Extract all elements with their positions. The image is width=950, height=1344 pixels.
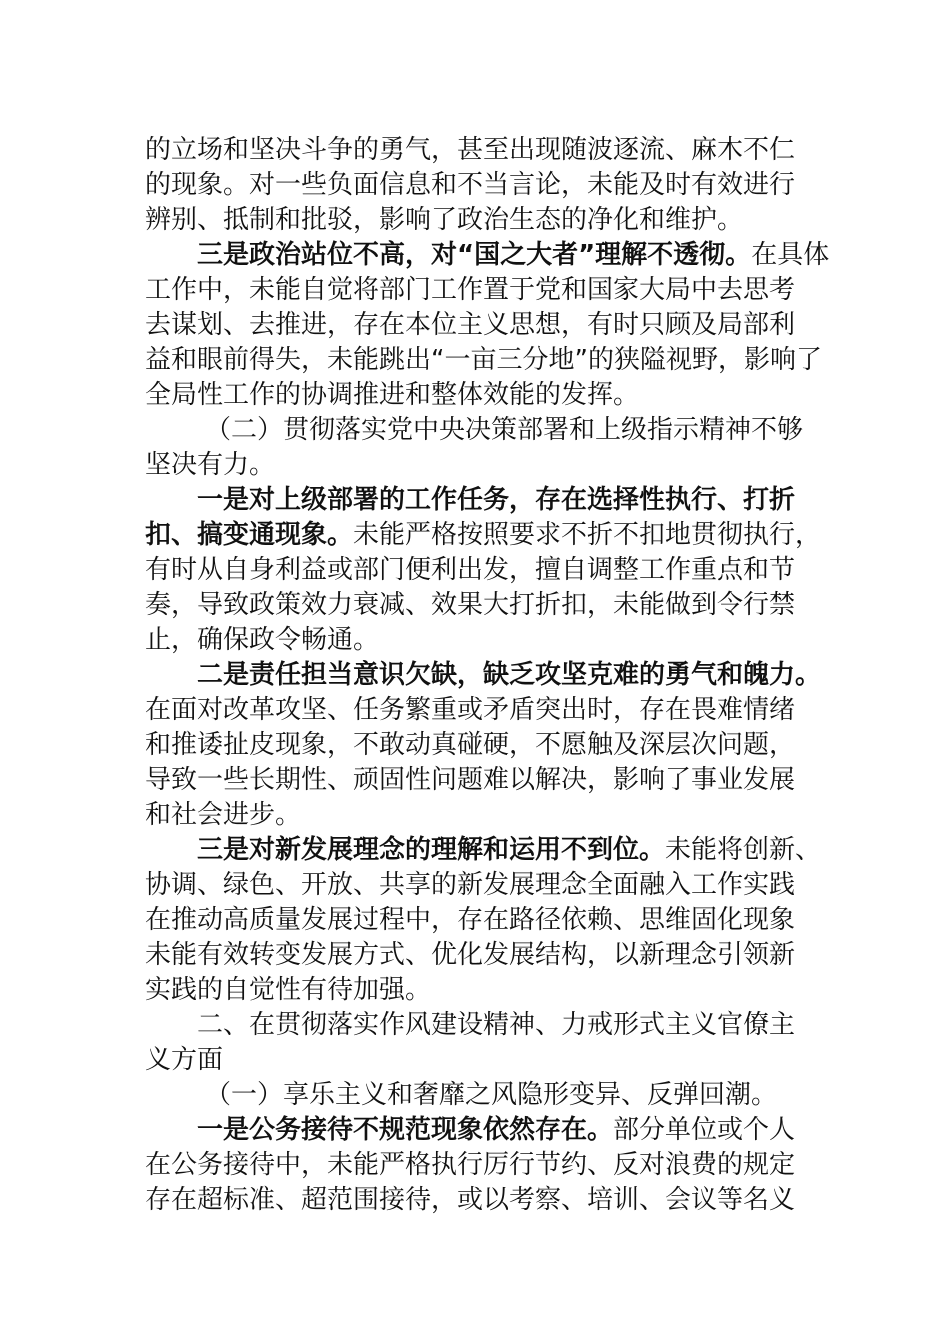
bold-heading: 一是公务接待不规范现象依然存在。 <box>197 1115 614 1145</box>
bold-heading: 二是责任担当意识欠缺，缺乏攻坚克难的勇气和魄力。 <box>197 660 822 690</box>
line-text: 在具体 <box>751 240 830 270</box>
line-text: 导致一些长期性、顽固性问题难以解决，影响了事业发展 <box>145 765 796 795</box>
line-text: （一）享乐主义和奢靡之风隐形变异、反弹回潮。 <box>205 1080 778 1110</box>
text-line <box>145 200 815 240</box>
text-line <box>197 655 867 695</box>
line-text: 辨别、抵制和批驳，影响了政治生态的净化和维护。 <box>145 205 744 235</box>
bold-heading: 一是对上级部署的工作任务，存在选择性执行、打折 <box>197 485 796 515</box>
text-line <box>145 1145 815 1185</box>
line-text: 奏，导致政策效力衰减、效果大打折扣，未能做到令行禁 <box>145 590 796 620</box>
line-text: （二）贯彻落实党中央决策部署和上级指示精神不够 <box>205 415 804 445</box>
text-line <box>145 165 815 205</box>
text-line <box>145 375 815 415</box>
line-text: 和推诿扯皮现象，不敢动真碰硬，不愿触及深层次问题， <box>145 730 796 760</box>
text-line <box>145 970 815 1010</box>
line-text: 实践的自觉性有待加强。 <box>145 975 432 1005</box>
line-text: 工作中，未能自觉将部门工作置于党和国家大局中去思考 <box>145 275 796 305</box>
line-text: 在公务接待中，未能严格执行厉行节约、反对浪费的规定 <box>145 1150 796 1180</box>
text-line <box>145 130 815 170</box>
line-text: 在推动高质量发展过程中，存在路径依赖、思维固化现象 <box>145 905 796 935</box>
text-line <box>145 340 822 380</box>
line-text: 全局性工作的协调推进和整体效能的发挥。 <box>145 380 640 410</box>
line-text: 止，确保政令畅通。 <box>145 625 380 655</box>
text-line <box>197 1110 867 1150</box>
text-line <box>197 1005 867 1045</box>
line-text: 坚决有力。 <box>145 450 276 480</box>
text-line <box>145 795 815 835</box>
line-text: 的立场和坚决斗争的勇气，甚至出现随波逐流、麻木不仁 <box>145 135 796 165</box>
line-text: 部分单位或个人 <box>613 1115 796 1145</box>
bold-heading: 三是对新发展理念的理解和运用不到位。 <box>197 835 666 865</box>
text-line <box>145 515 822 555</box>
text-line <box>145 900 815 940</box>
line-text: 义方面 <box>145 1045 224 1075</box>
text-line <box>197 830 867 870</box>
line-text: 未能有效转变发展方式、优化发展结构，以新理念引领新 <box>145 940 796 970</box>
text-line <box>205 410 875 450</box>
line-text: 有时从自身利益或部门便利出发，擅自调整工作重点和节 <box>145 555 796 585</box>
bold-heading: 三是政治站位不高，对“国之大者”理解不透彻。 <box>197 240 752 270</box>
line-text: 的现象。对一些负面信息和不当言论，未能及时有效进行 <box>145 170 796 200</box>
line-text: 存在超标准、超范围接待，或以考察、培训、会议等名义 <box>145 1185 796 1215</box>
line-text: 益和眼前得失，未能跳出“一亩三分地”的狭隘视野，影响了 <box>145 345 822 375</box>
line-text: 和社会进步。 <box>145 800 302 830</box>
text-line <box>145 1040 815 1080</box>
text-line <box>145 620 815 660</box>
text-line <box>145 270 815 310</box>
text-line <box>197 480 867 520</box>
text-line <box>205 1075 875 1115</box>
text-line <box>145 865 815 905</box>
line-text: 未能严格按照要求不折不扣地贯彻执行， <box>353 520 822 550</box>
line-text: 在面对改革攻坚、任务繁重或矛盾突出时，存在畏难情绪 <box>145 695 796 725</box>
text-line <box>145 305 815 345</box>
line-text: 去谋划、去推进，存在本位主义思想，有时只顾及局部利 <box>145 310 796 340</box>
line-text: 未能将创新、 <box>665 835 822 865</box>
text-line <box>145 690 815 730</box>
text-line <box>145 760 815 800</box>
text-line <box>145 445 815 485</box>
bold-heading: 扣、搞变通现象。 <box>145 520 354 550</box>
line-text: 二、在贯彻落实作风建设精神、力戒形式主义官僚主 <box>197 1010 796 1040</box>
line-text: 协调、绿色、开放、共享的新发展理念全面融入工作实践 <box>145 870 796 900</box>
text-line <box>145 585 815 625</box>
text-line <box>145 550 815 590</box>
text-line <box>145 1180 815 1220</box>
text-line <box>145 935 815 975</box>
text-line <box>145 725 815 765</box>
text-line <box>197 235 867 275</box>
